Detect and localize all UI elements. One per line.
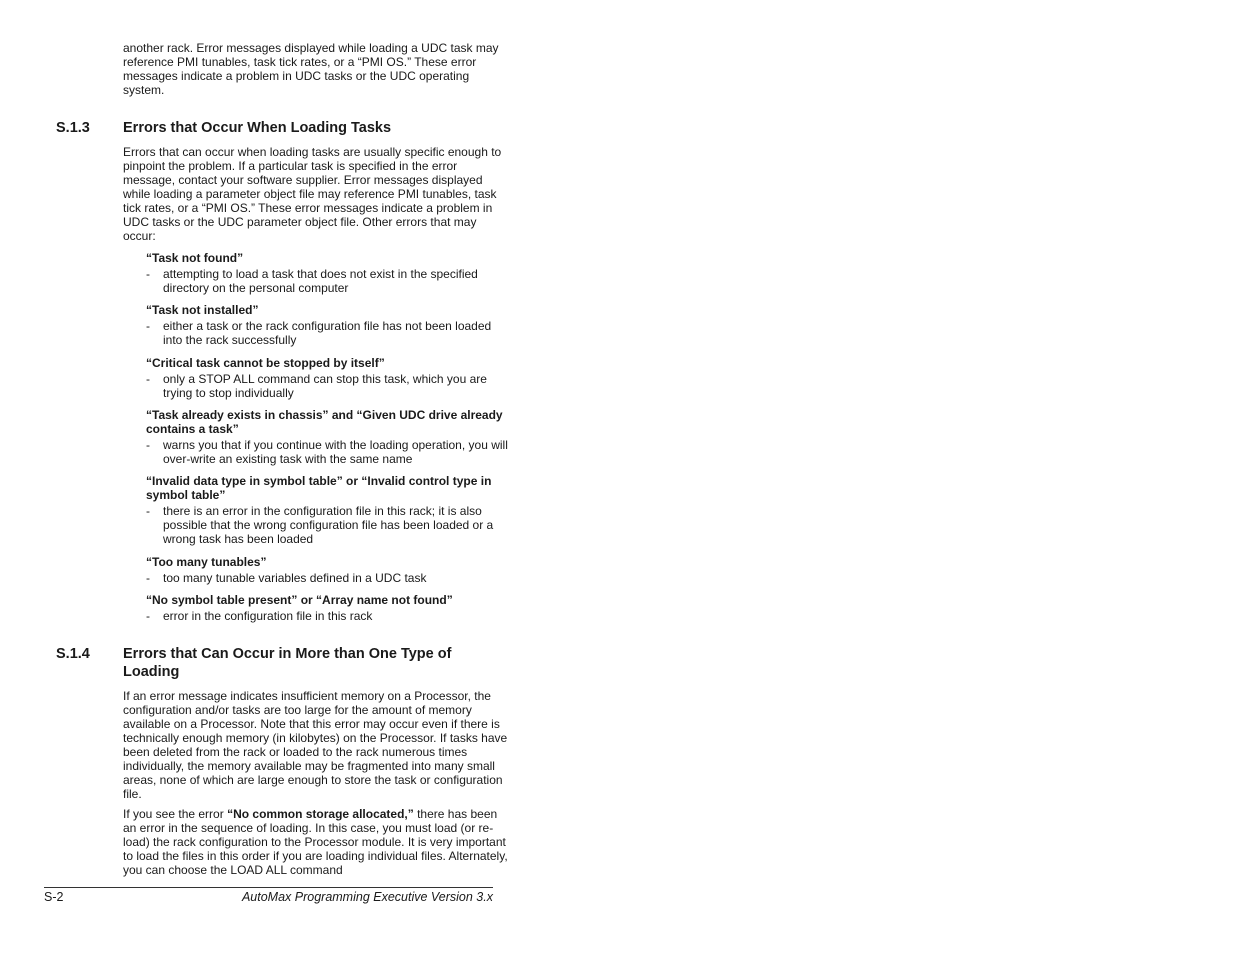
error-entry-task-already-exists bbox=[146, 408, 508, 466]
error-description bbox=[146, 319, 508, 347]
error-title: “Invalid data type in symbol table” or “Invalid control type in symbol table” bbox=[146, 474, 492, 502]
section-s14-paragraph-2 bbox=[123, 807, 508, 877]
dash-marker: - bbox=[146, 438, 150, 452]
footer-rule bbox=[44, 887, 493, 888]
error-description-text: attempting to load a task that does not exist in the specified directory on the personal computer bbox=[163, 267, 478, 295]
section-s13-paragraph: Errors that can occur when loading tasks are usually specific enough to pinpoint the problem. If a particular task is specified in the error message, contact your software supplier. Error messages displayed while loading a parameter object file may reference PMI tunables, task tick rates, or a “PMI OS.” These error messages indicate a problem in UDC tasks or the UDC parameter object file. Other errors that may occur: bbox=[123, 145, 502, 243]
error-title: “No symbol table present” or “Array name not found” bbox=[146, 593, 453, 607]
error-description bbox=[146, 267, 508, 295]
error-title: “Task not found” bbox=[146, 251, 244, 265]
dash-marker: - bbox=[146, 504, 150, 518]
section-s14-paragraph-1: If an error message indicates insufficient memory on a Processor, the configuration and/or tasks are too large for the amount of memory available on a Processor. Note that this error may occur even if there is technically enough memory (in kilobytes) on the Processor. If tasks have been deleted from the rack or loaded to the rack numerous times individually, the memory available may be fragmented into many small areas, none of which are large enough to store the task or configuration file. bbox=[123, 689, 508, 801]
error-title: “Critical task cannot be stopped by itself” bbox=[146, 356, 385, 370]
error-entry-critical-task bbox=[146, 356, 508, 400]
error-description bbox=[146, 609, 508, 623]
error-entry-task-not-installed bbox=[146, 303, 508, 347]
dash-marker: - bbox=[146, 319, 150, 333]
paragraph-2-suffix: there has been an error in the sequence of loading. In this case, you must load (or re-load) the rack configuration to the Processor module. It is very important to load the files in this order if you are loading individual files. Alternately, you can choose the LOAD ALL command bbox=[123, 807, 508, 877]
dash-marker: - bbox=[146, 372, 150, 386]
error-entry-too-many-tunables bbox=[146, 555, 508, 585]
error-description-text: too many tunable variables defined in a UDC task bbox=[163, 571, 427, 585]
error-description bbox=[146, 571, 508, 585]
error-description-text: error in the configuration file in this rack bbox=[163, 609, 373, 623]
section-s13-title: Errors that Occur When Loading Tasks bbox=[123, 120, 392, 136]
error-title: “Too many tunables” bbox=[146, 555, 267, 569]
error-description-text: warns you that if you continue with the loading operation, you will over-write an existing task with the same name bbox=[163, 438, 508, 466]
dash-marker: - bbox=[146, 609, 150, 623]
error-description-text: either a task or the rack configuration file has not been loaded into the rack successfully bbox=[163, 319, 492, 347]
error-description bbox=[146, 438, 508, 466]
error-description-text: only a STOP ALL command can stop this task, which you are trying to stop individually bbox=[163, 372, 487, 400]
error-title: “Task already exists in chassis” and “Given UDC drive already contains a task” bbox=[146, 408, 503, 436]
section-s14-number: S.1.4 bbox=[56, 646, 90, 662]
paragraph-2-prefix: If you see the error bbox=[123, 807, 228, 821]
dash-marker: - bbox=[146, 267, 150, 281]
intro-continuation-paragraph: another rack. Error messages displayed while loading a UDC task may reference PMI tunables, task tick rates, or a “PMI OS.” These error messages indicate a problem in UDC tasks or the UDC operating system. bbox=[123, 41, 499, 97]
section-s14-title: Errors that Can Occur in More than One Type of Loading bbox=[123, 646, 452, 680]
error-title: “Task not installed” bbox=[146, 303, 259, 317]
error-description bbox=[146, 372, 508, 400]
error-entry-task-not-found bbox=[146, 251, 508, 295]
error-description bbox=[146, 504, 508, 546]
footer-document-title: AutoMax Programming Executive Version 3.x bbox=[241, 890, 493, 904]
paragraph-2-bold-error: “No common storage allocated,” bbox=[227, 807, 414, 821]
error-entry-no-symbol-table bbox=[146, 593, 508, 623]
dash-marker: - bbox=[146, 571, 150, 585]
section-s13-number: S.1.3 bbox=[56, 120, 90, 136]
error-entry-invalid-data-type bbox=[146, 474, 508, 546]
footer-page-number: S-2 bbox=[44, 890, 64, 904]
error-description-text: there is an error in the configuration file in this rack; it is also possible that the wrong configuration file has been loaded or a wrong task has been loaded bbox=[163, 504, 494, 546]
